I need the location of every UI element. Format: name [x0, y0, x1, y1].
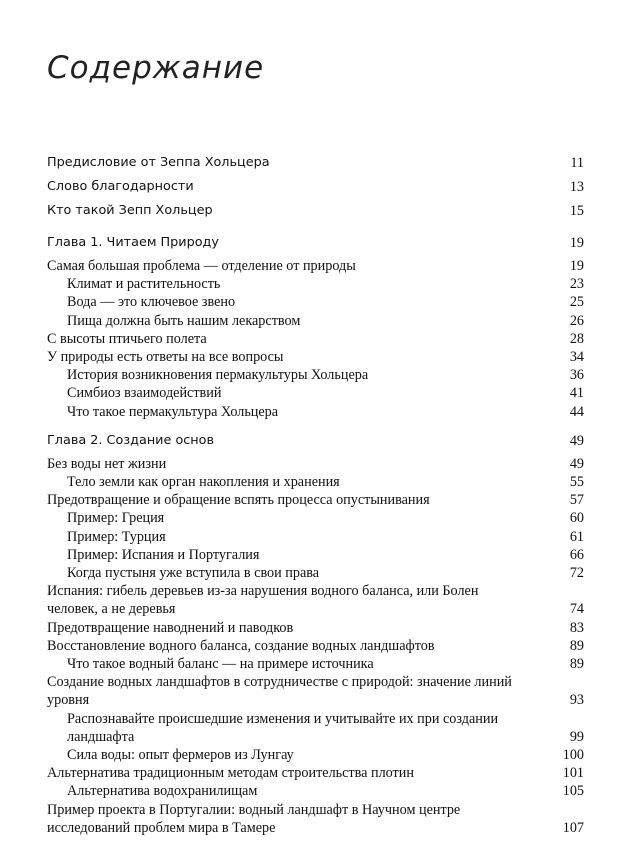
- toc-entry-text: Глава 1. Читаем Природу: [47, 235, 219, 250]
- toc-entry-page: 49: [569, 455, 584, 472]
- toc-entry-page: 57: [569, 492, 584, 509]
- toc-entry-text: Создание водных ландшафтов в сотрудничестве с природой: значение линий уровня: [47, 674, 512, 709]
- toc-entry-about-author[interactable]: [47, 199, 584, 223]
- toc-entry-text: Испания: гибель деревьев из-за нарушения водного баланса, или Болен человек, а не деревья: [47, 583, 479, 618]
- toc-entry-page: 100: [562, 747, 584, 764]
- toc-entry-text: Тело земли как орган накопления и хранения: [67, 474, 340, 491]
- toc-subentry[interactable]: [47, 546, 584, 564]
- toc-entry[interactable]: [47, 619, 584, 637]
- toc-entry-page: 41: [569, 385, 584, 402]
- toc-entry[interactable]: [47, 637, 584, 655]
- toc-chapter-2[interactable]: [47, 429, 584, 453]
- toc-entry-text: Сила воды: опыт фермеров из Лунгау: [67, 747, 294, 764]
- toc-entry-text: Вода — это ключевое звено: [67, 294, 236, 311]
- toc-subentry[interactable]: [47, 473, 584, 491]
- toc-chapter-1[interactable]: [47, 231, 584, 255]
- toc-entry-page: 23: [569, 276, 584, 293]
- toc-entry-text: Когда пустыня уже вступила в свои права: [67, 565, 320, 582]
- toc-entry-foreword[interactable]: [47, 151, 584, 175]
- toc-entry[interactable]: [47, 455, 584, 473]
- toc-entry-text: Самая большая проблема — отделение от природы: [47, 258, 356, 274]
- toc-entry-text: Распознавайте происшедшие изменения и учитывайте их при создании ландшафта: [67, 710, 499, 745]
- toc-entry-text: История возникновения пермакультуры Хольцера: [67, 367, 369, 384]
- toc-subentry[interactable]: [47, 312, 584, 330]
- toc-entry[interactable]: [47, 673, 584, 709]
- toc-entry-text: Альтернатива водохранилищам: [67, 783, 258, 800]
- toc-entry-text: Климат и растительность: [67, 276, 221, 293]
- toc-entry-page: 49: [569, 432, 584, 449]
- toc-subentry[interactable]: [47, 384, 584, 402]
- toc-entry-page: 93: [569, 692, 584, 709]
- toc-entry-text: Что такое водный баланс — на примере источника: [67, 656, 374, 673]
- toc-entry-page: 13: [569, 179, 584, 195]
- toc-subentry[interactable]: [47, 275, 584, 293]
- toc-entry-text: С высоты птичьего полета: [47, 330, 207, 347]
- toc-entry-text: Альтернатива традиционным методам строительства плотин: [47, 765, 414, 782]
- toc-subentry[interactable]: [47, 564, 584, 582]
- toc-entry-text: Слово благодарности: [47, 179, 194, 194]
- toc-entry-text: Без воды нет жизни: [47, 455, 167, 472]
- toc-entry[interactable]: [47, 764, 584, 782]
- toc-subentry[interactable]: [47, 293, 584, 311]
- toc-entry-page: 28: [569, 330, 584, 347]
- toc-entry-page: 89: [569, 637, 584, 654]
- toc-entry-text: Симбиоз взаимодействий: [67, 385, 222, 402]
- toc-subentry[interactable]: [47, 528, 584, 546]
- toc-entry-page: 72: [569, 565, 584, 582]
- toc-entry-text: Предотвращение и обращение вспять процесса опустынивания: [47, 492, 430, 509]
- toc-subentry[interactable]: [47, 782, 584, 800]
- toc-entry-text: Пример: Турция: [67, 528, 166, 545]
- toc-entry-page: 25: [569, 294, 584, 311]
- toc-entry-page: 34: [569, 349, 584, 366]
- toc-entry-text: Глава 2. Создание основ: [47, 432, 215, 448]
- toc-entry-acknowledgements[interactable]: [47, 175, 584, 199]
- toc-entry-page: 44: [569, 403, 584, 420]
- toc-entry-page: 89: [569, 656, 584, 673]
- page-title: Содержание: [47, 50, 265, 86]
- toc-entry[interactable]: [47, 348, 584, 366]
- toc-entry-page: 19: [569, 235, 584, 251]
- toc-entry-text: Кто такой Зепп Хольцер: [47, 203, 213, 218]
- toc-subentry[interactable]: [47, 366, 584, 384]
- toc-entry-page: 61: [569, 528, 584, 545]
- toc-entry-page: 60: [569, 510, 584, 527]
- toc-entry-text: Пример проекта в Португалии: водный ландшафт в Научном центре исследований проблем мира в Тамере: [47, 801, 461, 836]
- toc-subentry[interactable]: [47, 710, 584, 746]
- toc-subentry[interactable]: [47, 509, 584, 527]
- toc-entry-page: 105: [562, 783, 584, 800]
- toc-entry[interactable]: [47, 801, 584, 837]
- toc-entry-page: 99: [569, 728, 584, 745]
- toc-entry[interactable]: [47, 330, 584, 348]
- toc-entry[interactable]: [47, 491, 584, 509]
- toc-entry-page: 83: [569, 619, 584, 636]
- toc-entry-text: Предотвращение наводнений и паводков: [47, 619, 294, 636]
- toc-entry-page: 15: [569, 203, 584, 219]
- toc-subentry[interactable]: [47, 655, 584, 673]
- toc-entry-text: Пища должна быть нашим лекарством: [67, 312, 301, 329]
- toc-entry-page: 66: [569, 546, 584, 563]
- toc-entry-page: 11: [570, 155, 584, 171]
- toc-entry[interactable]: [47, 582, 584, 618]
- toc-entry-text: Пример: Испания и Португалия: [67, 546, 260, 563]
- toc-entry-page: 55: [569, 474, 584, 491]
- toc-entry[interactable]: [47, 257, 584, 275]
- toc-entry-page: 36: [569, 367, 584, 384]
- toc-subentry[interactable]: [47, 746, 584, 764]
- table-of-contents: [47, 151, 584, 837]
- toc-entry-page: 26: [569, 312, 584, 329]
- toc-entry-page: 107: [562, 819, 584, 836]
- toc-entry-text: Пример: Греция: [67, 510, 165, 527]
- toc-entry-page: 101: [562, 765, 584, 782]
- toc-entry-page: 19: [569, 258, 584, 274]
- toc-entry-page: 74: [569, 601, 584, 618]
- toc-subentry[interactable]: [47, 403, 584, 421]
- toc-entry-text: У природы есть ответы на все вопросы: [47, 349, 284, 366]
- toc-entry-text: Предисловие от Зеппа Хольцера: [47, 155, 270, 170]
- toc-entry-text: Восстановление водного баланса, создание водных ландшафтов: [47, 637, 435, 654]
- toc-entry-text: Что такое пермакультура Хольцера: [67, 403, 279, 420]
